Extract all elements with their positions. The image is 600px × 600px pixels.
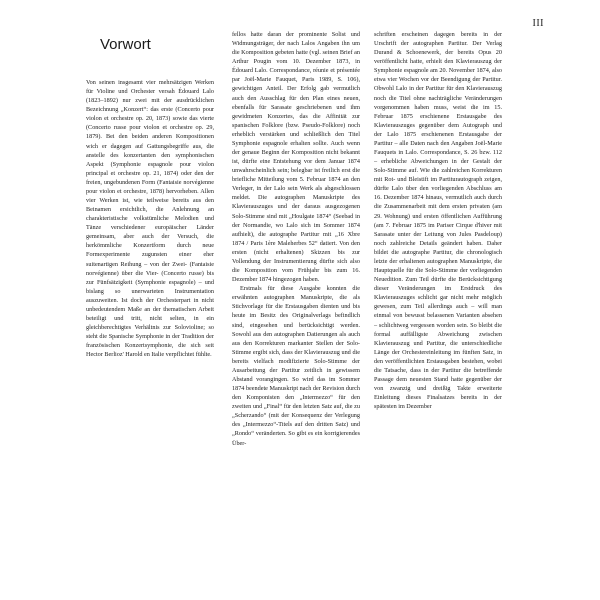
paragraph: Erstmals für diese Ausgabe konnten die erwähnten autographen Manuskripte, die als Stichvorlage für die Erstausgaben dienten und bis heute im Besitz des Originalverlags befindlich sind, eingesehen und berücksichtigt werden. Sowohl aus den autographen Datierungen als auch aus den Korrekturen markanter Stellen der Solo-Stimme ergibt sich, dass der Klavierauszug und die bereits vielfach modifizierte Solo-Stimme der Ausarbeitung der Partitur zeitlich in gewissem Abstand vorangingen. So wird das im Sommer 1874 beendete Manuskript nach der Revision durch den Komponisten den „Intermezzo“ für den zweiten und „Final“ für den letzten Satz auf, die zu „Scherzando“ (mit der Konsequenz der Verlegung des „Intermezzo“-Titels auf den dritten Satz) und „Rondo“ veränderten. So gibt es ein korrigierendes Über- (232, 285, 360, 447)
paragraph: schriften erscheinen dagegen bereits in der Urschrift der autographen Partitur. Der Verlag Durand & Schoenewerk, der bereits Opus 20 veröffentlicht hatte, erhielt den Klavierauszug der Symphonie espagnole am 20. November 1874, also etwa vier Wochen vor der Beendigung der Partitur. Obwohl Lalo in der Partitur für den Klavierauszug noch die Titel ohne nachträgliche Veränderungen vorgenommen haben muss, weist die im 15. Februar 1875 erschienene Erstausgabe des Klavierauszuges gegenüber dem Autograph und der Lalo 1875 erschienenen Erstausgabe der Partitur – alle Daten nach den Angaben Joël-Marie Fauquets in Lalo. Correspondance, S. 26 bzw. 112 – erhebliche Abweichungen in der Gestalt der Solo-Stimme auf. Wie die zahlreichen Korrekturen mit Rot- und Bleistift im Partiturautograph zeigen, dürfte Lalo über den vorliegenden Abschluss am 16. Dezember 1874 hinaus, vermutlich auch durch die Zusammenarbeit mit dem ersten privaten (am 29. Wohnung) und ersten öffentlichen Aufführung (am 7. Februar 1875 im Pariser Cirque d'hiver mit Sarasate unter der Leitung von Jules Pasdeloup) noch zahlreiche Details geändert haben. Daher bildet die autographe Partitur, die chronologisch letzte der erhaltenen autographen Manuskripte, die Hauptquelle für die Solo-Stimme der vorliegenden Neuedition. Zum Teil dürfte die Berücksichtigung dieser Veränderungen im Erstdruck des Klavierauszuges schlicht gar nicht mehr möglich gewesen, zum Teil allerdings auch – will man einmal von bewusst belassenen Varianten absehen – schlichtweg vergessen worden sein. So bleibt die formal auffälligste Abweichung zwischen Klavierauszug und Partitur, die unterschiedliche Länge der Orchestereinleitung im fünften Satz, in den veröffentlichten Erstausgaben bestehen, wobei die Tatsache, dass in der Partitur die betreffende Passage dem neuesten Stand hatte gegenüber der von zwanzig und dreißig Takte erweiterte Einleitung dieses Finalsatzes bereits in der spätesten im Dezember (374, 31, 502, 411)
text-column-1 (86, 78, 214, 598)
text-column-2 (232, 30, 360, 598)
page-title: Vorwort (100, 36, 151, 53)
paragraph: fellos hatte daran der prominente Solist und Widmungsträger, der nach Lalos Angaben ihn um die Komposition gebeten hatte (vgl. seinen Brief an Arthur Pougin vom 10. Dezember 1873, in Édouard Lalo. Correspondance, réunie et présentée par Joël-Marie Fauquet, Paris 1989, S. 106), gewichtigen Anteil. Der Erfolg gab vermutlich auch den Ausschlag für den Plan eines neuen, ebenfalls für Sarasate geschriebenen und ihm gewidmeten Konzertes, das die Affinität zur spanischen Folklore (bzw. Pseudo-Folklore) noch erheblich verstärken und schließlich den Titel Symphonie espagnole erhalten sollte. Auch wenn der genaue Beginn der Komposition nicht bekannt ist, dürfte eine Entstehung vor dem Januar 1874 unwahrscheinlich sein; belegbar ist freilich erst die briefliche Mitteilung vom 5. Februar 1874 an den Verleger, in der Lalo sein Werk als abgeschlossen meldet. Die autographen Manuskripte des Klavierauszuges und der daraus ausgezogenen Solo-Stimme sind mit „Houlgate 1874“ (Seebad in der Normandie, wo Lalo sich im Sommer 1874 aufhielt), die autographe Partitur mit „16 Xbre 1874 / Paris 1ère Maleherbes 52“ datiert. Von den ersten (nicht erhaltenen) Skizzen bis zur Vollendung der Instrumentierung dürfte sich also die Komposition vom Frühjahr bis zum 16. Dezember 1874 hingezogen haben. (232, 31, 360, 284)
text-column-3 (374, 30, 502, 598)
page-number: III (532, 18, 544, 29)
paragraph: Von seinen insgesamt vier mehrsätzigen Werken für Violine und Orchester versah Édouard Lalo (1823–1892) nur zwei mit der ausdrücklichen Bezeichnung „Konzert“: das erste (Concerto pour violon et orchestre op. 20, 1873) sowie das vierte (Concerto russe pour violon et orchestre op. 29, 1879). Bei den beiden anderen Kompositionen wich er dagegen auf Gattungsbegriffe aus, die anstelle des konzertanten den symphonischen Aspekt (Symphonie espagnole pour violon principal et orchestre op. 21, 1874) oder den der freien, ungebundenen Form (Fantaisie norvégienne pour violon et orchestre, 1878) hervorheben. Allen vier Werken ist, wie teilweise bereits aus den Beinamen ersichtlich, die Anlehnung an charakteristische volkstümliche Melodien und Tänze verschiedener europäischer Länder gemeinsam, aber auch der Versuch, die herkömmliche Konzertform durch neue Formexperimente zugunsten einer eher suitenartigen Reihung – von der Zwei- (Fantaisie norvégienne) über die Vier- (Concerto russe) bis zur Fünfsätzigkeit (Symphonie espagnole) – und bislang so unerwarteten Instrumentation auszuweiten. Ist doch der Orchesterpart in nicht unbedeutendem Maße an der thematischen Arbeit beteiligt und tritt, nicht selten, in ein gleichberechtigtes Verhältnis zur Solovioline; so steht die Spanische Symphonie in der Tradition der französischen Konzertsymphonie, die sich seit Hector Berlioz' Harold en Italie verpflichtet fühlte. (86, 79, 214, 359)
